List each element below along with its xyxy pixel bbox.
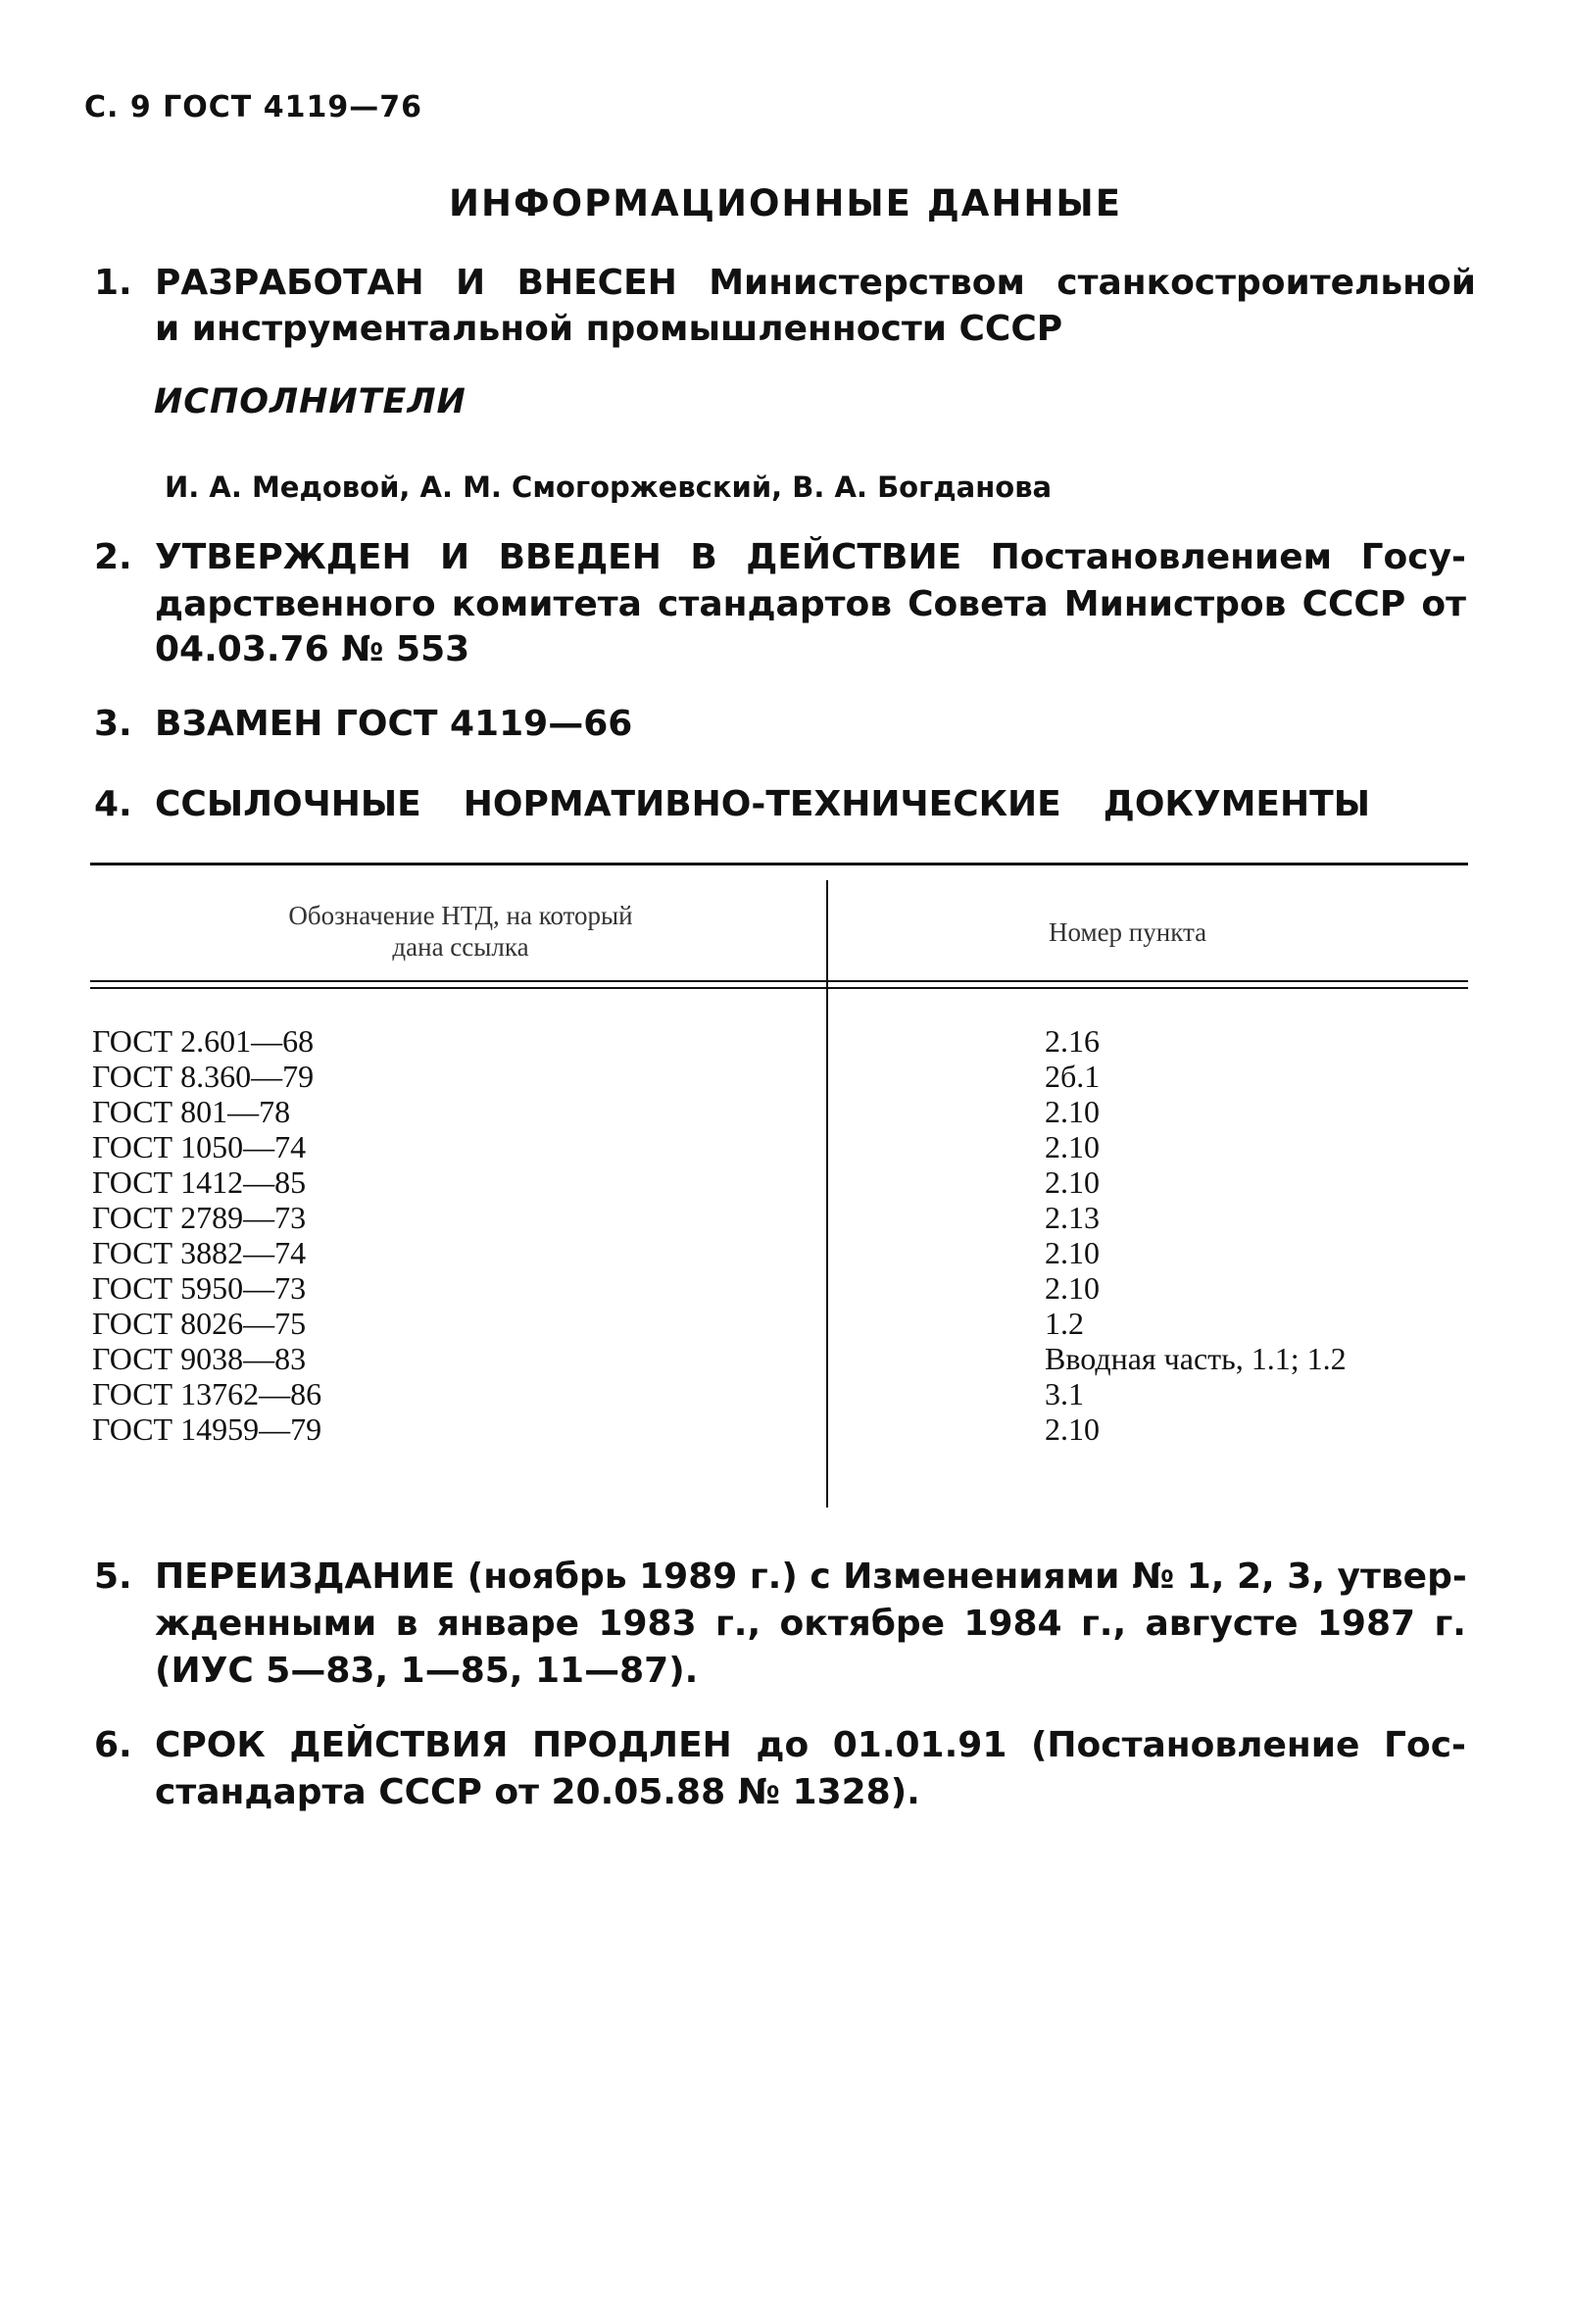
table-cell-document: ГОСТ 2789—73 (92, 1200, 307, 1235)
section-4-word: ССЫЛОЧНЫЕ (155, 784, 421, 824)
table-top-rule (90, 863, 1468, 865)
section-5-word: г., (715, 1604, 761, 1644)
section-3-number: 3. (94, 704, 132, 744)
table-cell-document: ГОСТ 801—78 (92, 1094, 291, 1129)
section-5-word: (ноябрь (466, 1557, 627, 1597)
table-cell-item: 2.13 (1045, 1200, 1100, 1235)
section-2-word: Постановлением (990, 537, 1333, 577)
table-cell-document: ГОСТ 13762—86 (92, 1376, 322, 1411)
section-5-line-3: (ИУС 5—83, 1—85, 11—87). (155, 1651, 699, 1691)
performers-heading: ИСПОЛНИТЕЛИ (154, 382, 466, 421)
table-cell-item: 1.2 (1045, 1306, 1084, 1341)
section-6-line-1 (155, 1725, 1466, 1765)
section-6-word: Гос- (1384, 1725, 1466, 1765)
table-cell-document: ГОСТ 8026—75 (92, 1306, 307, 1341)
section-1-number: 1. (94, 263, 132, 303)
table-cell-item: 2.10 (1045, 1270, 1100, 1306)
section-5-word: с (810, 1557, 831, 1597)
section-2-word: комитета (451, 584, 642, 624)
table-cell-document: ГОСТ 5950—73 (92, 1270, 307, 1306)
table-cell-document: ГОСТ 14959—79 (92, 1411, 322, 1447)
section-2-word: СССР (1301, 584, 1406, 624)
table-cell-document: ГОСТ 1050—74 (92, 1129, 307, 1164)
section-5-word: 1, (1186, 1557, 1225, 1597)
table-header-document-line-2: дана ссылка (392, 932, 529, 962)
table-cell-item: 3.1 (1045, 1376, 1084, 1411)
table-cell-document: ГОСТ 3882—74 (92, 1235, 307, 1270)
section-5-word: августе (1145, 1604, 1299, 1644)
section-5-number: 5. (94, 1557, 132, 1597)
section-2-word: Министров (1063, 584, 1287, 624)
section-6-line-2: стандарта СССР от 20.05.88 № 1328). (155, 1772, 920, 1812)
section-3-text: ВЗАМЕН ГОСТ 4119—66 (155, 704, 633, 744)
table-column-items (1045, 1023, 1347, 1447)
section-2-word: дарственного (155, 584, 436, 624)
section-2-number: 2. (94, 537, 132, 577)
section-5-word: № (1131, 1557, 1175, 1597)
section-5-word: г. (1434, 1604, 1466, 1644)
section-5-word: Изменениями (843, 1557, 1120, 1597)
table-cell-item: Вводная часть, 1.1; 1.2 (1045, 1341, 1347, 1376)
section-6-number: 6. (94, 1725, 132, 1765)
section-5-word: в (395, 1604, 418, 1644)
section-5-label: ПЕРЕИЗДАНИЕ (155, 1557, 456, 1597)
table-column-divider (826, 880, 828, 1508)
section-6-word: (Постановление (1030, 1725, 1360, 1765)
section-5-word: г., (1080, 1604, 1127, 1644)
section-1-line-1 (155, 263, 1476, 303)
table-cell-item: 2.10 (1045, 1164, 1100, 1200)
section-2-label-2: ДЕЙСТВИЕ (746, 537, 962, 577)
section-1-label: РАЗРАБОТАН И ВНЕСЕН (155, 263, 677, 303)
section-1-line-2: и инструментальной промышленности СССР (155, 309, 1063, 349)
section-4-word: НОРМАТИВНО-ТЕХНИЧЕСКИЕ (463, 784, 1061, 824)
table-header-document (167, 900, 755, 963)
section-5-word: 1989 (639, 1557, 738, 1597)
section-4-heading (155, 784, 1370, 824)
section-2-line-1 (155, 537, 1466, 577)
section-5-word: октябре (779, 1604, 946, 1644)
performers-names: И. А. Медовой, А. М. Смогоржевский, В. А. Богданова (165, 470, 1053, 504)
table-header-item: Номер пункта (1049, 917, 1207, 947)
table-cell-document: ГОСТ 9038—83 (92, 1341, 307, 1376)
table-cell-item: 2.10 (1045, 1235, 1100, 1270)
section-6-label: СРОК ДЕЙСТВИЯ ПРОДЛЕН до 01.01.91 (155, 1725, 1007, 1765)
table-cell-item: 2б.1 (1045, 1059, 1101, 1094)
section-2-word: от (1421, 584, 1466, 624)
table-cell-document: ГОСТ 1412—85 (92, 1164, 307, 1200)
section-2-line-2 (155, 584, 1466, 624)
section-5-word: утвер- (1337, 1557, 1467, 1597)
section-1-word: станкостроительной (1056, 263, 1476, 303)
section-4-number: 4. (94, 784, 132, 824)
table-cell-item: 2.16 (1045, 1023, 1100, 1059)
section-5-word: г.) (749, 1557, 798, 1597)
section-2-label: УТВЕРЖДЕН И ВВЕДЕН В (155, 537, 717, 577)
section-2-word: стандартов (658, 584, 892, 624)
section-5-word: 1984 (963, 1604, 1062, 1644)
document-title: ИНФОРМАЦИОННЫЕ ДАННЫЕ (449, 182, 1122, 224)
table-header-document-line-1: Обозначение НТД, на который (288, 901, 633, 930)
table-cell-item: 2.10 (1045, 1411, 1100, 1447)
page-header: С. 9 ГОСТ 4119—76 (84, 90, 422, 124)
section-5-word: 3, (1287, 1557, 1325, 1597)
section-1-word: Министерством (709, 263, 1025, 303)
table-cell-item: 2.10 (1045, 1094, 1100, 1129)
section-5-word: январе (436, 1604, 580, 1644)
section-5-word: жденными (155, 1604, 377, 1644)
section-4-word: ДОКУМЕНТЫ (1103, 784, 1370, 824)
section-5-word: 2, (1236, 1557, 1275, 1597)
section-2-word: Совета (908, 584, 1049, 624)
section-5-word: 1983 (598, 1604, 697, 1644)
table-header-rule-1 (90, 980, 1468, 982)
section-2-word: Госу- (1360, 537, 1466, 577)
section-5-line-1 (155, 1557, 1466, 1597)
table-header-rule-2 (90, 987, 1468, 989)
section-5-word: 1987 (1316, 1604, 1416, 1644)
section-2-line-3: 04.03.76 № 553 (155, 629, 470, 669)
table-cell-item: 2.10 (1045, 1129, 1100, 1164)
table-column-documents (92, 1023, 321, 1447)
table-cell-document: ГОСТ 8.360—79 (92, 1059, 315, 1094)
section-5-line-2 (155, 1604, 1466, 1644)
table-cell-document: ГОСТ 2.601—68 (92, 1023, 315, 1059)
